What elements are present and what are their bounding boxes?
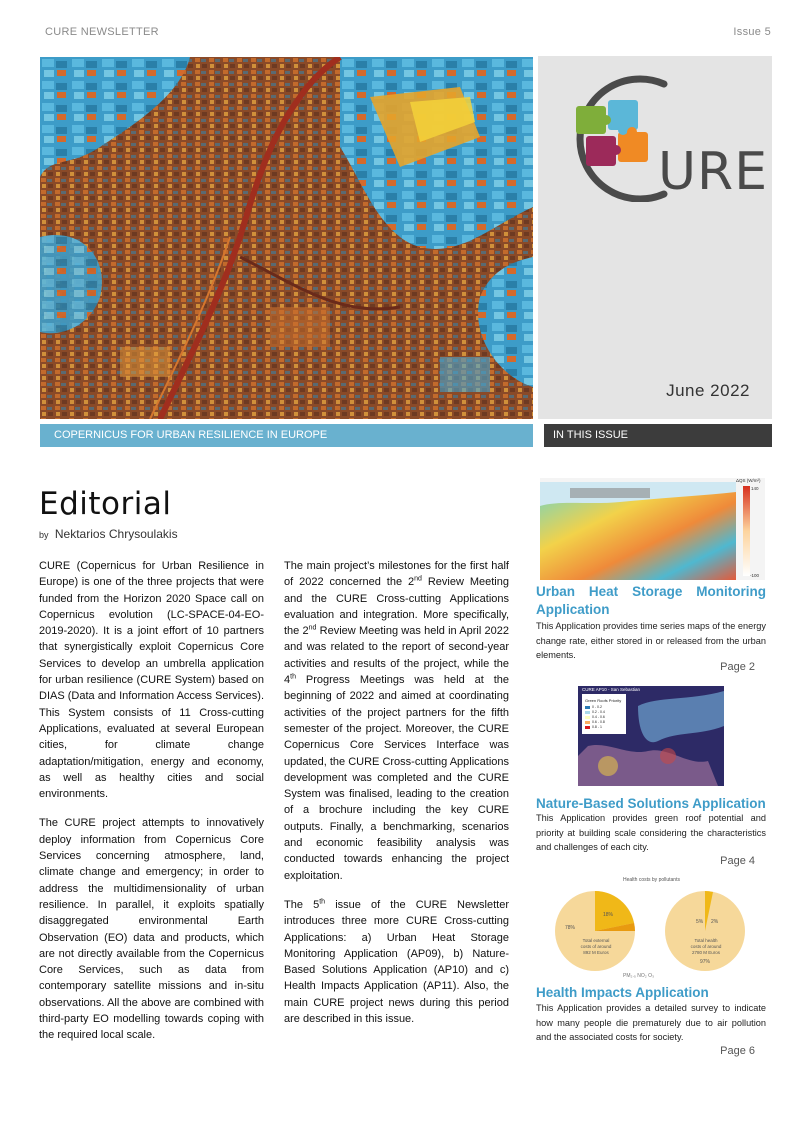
editorial-paragraph: The 5th issue of the CURE Newsletter introduces three more CURE Cross-cutting Applications: a) Urban Heat Storage Monitoring Application (AP09), b) Nature-Based Solutions Application (AP10) and c) Health Impacts Application (AP11). Also, the main CURE project news during this period are described in this issue. (284, 898, 509, 1026)
editorial-paragraph: The main project’s milestones for the first half of 2022 concerned the 2nd Review Meeting and the CURE Cross-cutting Applications evaluation and integration. More specifically, the 2nd Review Meeting was held in April 2022 and was related to the report of second-year activities and results of the project, while the 4th Progress Meetings was held at the beginning of 2022 and aimed at coordinating activities of the project partners for the fifth semester of the project. Moreover, the CURE Copernicus Core Services Interface was updated, the CURE Cross-cutting Applications development was completed and the CURE System was finalised, leading to the creation of a brochure including the key CURE outputs. Finally, a benchmarking, scenarios and economic feasibility analysis was conducted towards enhancing the project exploitation. (284, 560, 510, 882)
page-reference[interactable]: Page 2 (720, 661, 755, 673)
cure-logo-text: URE (658, 142, 769, 202)
heat-storage-map-graphic (540, 478, 765, 580)
pie-label: 2% (711, 919, 719, 925)
nbs-map-title: CURE AP10 - San Sebastian (582, 687, 641, 692)
cover-logo-panel (538, 56, 772, 419)
nbs-legend-head: Green Roofs Priority (585, 698, 622, 703)
nbs-legend-entry: 0 - 0.2 (592, 705, 602, 709)
health-costs-thumbnail (545, 875, 771, 980)
issue-date: June 2022 (666, 381, 750, 400)
health-chart-legend: PM₂.₅ NO₂ O₃ (623, 973, 654, 979)
editorial-column-2 (284, 558, 509, 1040)
heat-storage-thumbnail (540, 478, 765, 580)
nbs-legend-entry: 0.4 - 0.6 (592, 715, 605, 719)
project-banner: COPERNICUS FOR URBAN RESILIENCE IN EUROPE (40, 424, 533, 447)
author-name: Nektarios Chrysoulakis (54, 527, 178, 541)
heat-legend-min: -100 (750, 573, 760, 578)
health-chart-title: Health costs by pollutants (623, 877, 680, 883)
nbs-thumbnail (578, 686, 724, 786)
editorial-column-1 (39, 558, 264, 1057)
pie-label: 18% (603, 912, 614, 918)
pie-label: 97% (700, 959, 711, 965)
issue-label: Issue 5 (733, 26, 771, 38)
sidebar-item-title[interactable]: Health Impacts Application (536, 985, 709, 1000)
page-reference[interactable]: Page 4 (720, 855, 755, 867)
nbs-legend-entry: 0.6 - 0.8 (592, 720, 605, 724)
satellite-map-graphic (40, 57, 533, 419)
sidebar-item-title[interactable]: Nature-Based Solutions Application (536, 796, 766, 811)
nbs-legend-entry: 0.8 - 1 (592, 725, 602, 729)
editorial-paragraph: CURE (Copernicus for Urban Resilience in Europe) is one of the three projects that were funded from the Horizon 2020 Space call on Copernicus evolution (LC-SPACE-04-EO-2019-2020). It is a joint effort of 10 partners that synergistically exploit Copernicus Core Services to develop an umbrella application for urban resilience (CURE System) based on DIAS (Data and Information Access Services). This System consists of 11 Cross-cutting Applications, evaluated at several European cities, for climate change adaptation/mitigation, energy and economy, as well as healthy cities and social environments. (39, 560, 264, 801)
editorial-byline (39, 527, 178, 541)
sidebar-item-description: This Application provides green roof potential and priority at building scale considering the characteristics and challenges of each city. (536, 813, 766, 852)
editorial-paragraph: The CURE project attempts to innovatively deploy information from Copernicus Core Services concerning atmosphere, land, climate change and emergency; in order to address the multidimensionality of urban resilience. In parallel, it exploits spatially disaggregated environmental Earth Observation (EO) data and products, which are not directly available from the Copernicus Core Services, such as data from contemporary satellite missions and in-situ observations. All the above are combined with third-party EO modelling towards coping with the required local scale. (39, 817, 264, 1042)
pie-label: 5% (696, 919, 704, 925)
sidebar-item-description: This Application provides a detailed survey to indicate how many people die prematurely due to air pollution and the associated costs for society. (536, 1003, 766, 1042)
pie-label: 78% (565, 925, 576, 931)
sidebar-item-description: This Application provides time series maps of the energy change rate, either stored in or released from the urban elements. (536, 621, 766, 660)
health-costs-chart-graphic (545, 875, 771, 980)
pie-caption: Total health costs of around 2780 M Euros (690, 938, 722, 955)
newsletter-label: CURE NEWSLETTER (45, 26, 159, 38)
heat-legend-title: ΔQS (W/m²) (736, 478, 761, 483)
pie-caption: Total external costs of around 892 M Euros (580, 938, 612, 955)
nbs-legend-entry: 0.2 - 0.4 (592, 710, 605, 714)
sidebar-item-title[interactable]: Urban Heat Storage Monitoring Application (536, 584, 766, 617)
page-reference[interactable]: Page 6 (720, 1045, 755, 1057)
heat-legend-max: 140 (751, 486, 759, 491)
editorial-title: Editorial (39, 486, 172, 522)
byline-prefix: by (39, 530, 49, 540)
cover-satellite-image (40, 57, 533, 419)
in-this-issue-banner: IN THIS ISSUE (544, 424, 772, 447)
